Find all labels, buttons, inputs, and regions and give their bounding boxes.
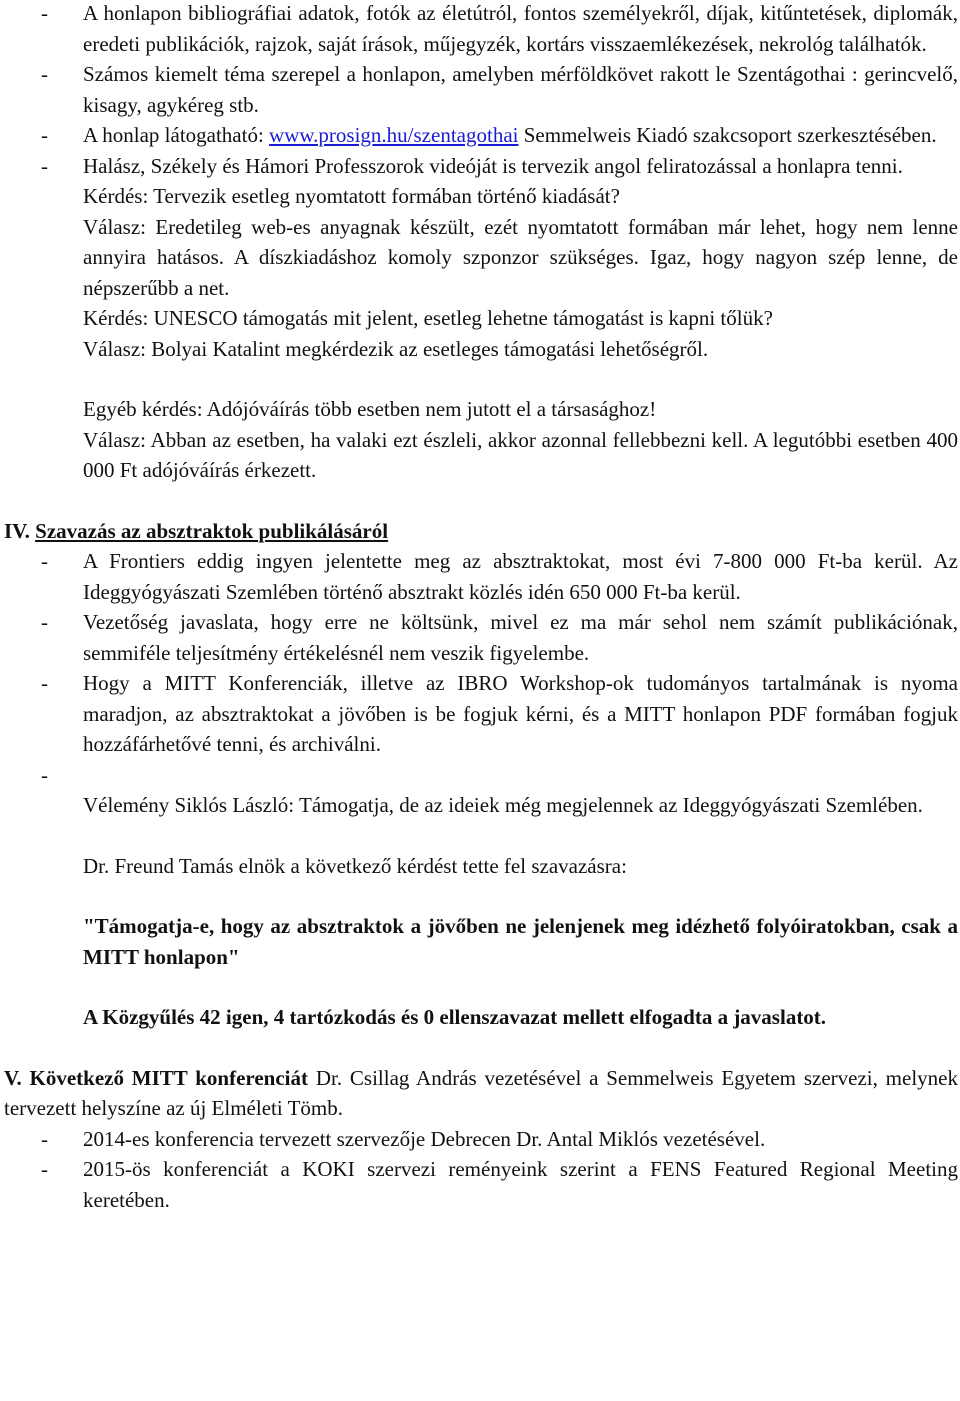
bullet-dash: - bbox=[41, 1126, 48, 1151]
list-item-2015-conference: - 2015-ös konferenciát a KOKI szervezi reményeink szerint a FENS Featured Regional Meeting keretében. bbox=[0, 1154, 960, 1215]
bullet-dash: - bbox=[41, 610, 48, 634]
list-item-topics: - Számos kiemelt téma szerepel a honlapon, amelyben mérföldkövet rakott le Szentágothai : gerincvelő, kisagy, agykéreg stb. bbox=[0, 59, 960, 120]
vote-result: A Közgyűlés 42 igen, 4 tartózkodás és 0 ellenszavazat mellett elfogadta a javaslatot. bbox=[83, 1005, 827, 1029]
chair-intro: Dr. Freund Tamás elnök a következő kérdést tette fel szavazásra: bbox=[83, 853, 627, 878]
website-link[interactable]: www.prosign.hu/szentagothai bbox=[269, 123, 519, 147]
bullet-dash: - bbox=[41, 549, 48, 573]
answer-print: Válasz: Eredetileg web-es anyagnak készült, ezét nyomtatott formában már lehet, hogy nem lenne annyira hatásos. A díszkiadáshoz komoly szponzor szükséges. Igaz, hogy nagyon szép lenne, de népszerűbb a net. bbox=[83, 214, 958, 300]
list-item-2014-conference: - 2014-es konferencia tervezett szervezője Debrecen Dr. Antal Miklós vezetésével. bbox=[0, 1124, 960, 1155]
vote-question: "Támogatja-e, hogy az absztraktok a jövőben ne jelenjenek meg idézhető folyóiratokban, csak a MITT honlapon" bbox=[83, 914, 958, 969]
section-heading-iv: IV. Szavazás az absztraktok publikálásáról bbox=[4, 518, 389, 543]
question-print: Kérdés: Tervezik esetleg nyomtatott formában történő kiadását? bbox=[83, 184, 620, 208]
bullet-dash: - bbox=[41, 671, 48, 695]
bullet-dash: - bbox=[41, 62, 48, 86]
list-item-empty bbox=[0, 760, 960, 791]
question-unesco: Kérdés: UNESCO támogatás mit jelent, esetleg lehetne támogatást is kapni tőlük? bbox=[83, 306, 773, 330]
bullet-dash: - bbox=[41, 1, 48, 25]
bullet-dash: - bbox=[41, 1157, 48, 1181]
section-heading-v: V. Következő MITT konferenciát bbox=[4, 1065, 309, 1090]
opinion-siklos: Vélemény Siklós László: Támogatja, de az ideiek még megjelennek az Ideggyógyászati Szemlében. bbox=[83, 793, 923, 817]
answer-unesco: Válasz: Bolyai Katalint megkérdezik az esetleges támogatási lehetőségről. bbox=[83, 336, 709, 361]
list-item-frontiers: - A Frontiers eddig ingyen jelentette meg az absztraktokat, most évi 7-800 000 Ft-ba kerül. Az Ideggyógyászati Szemlében történő absztrakt közlés idén 650 000 Ft-ba kerül. bbox=[0, 546, 960, 607]
bullet-dash: - bbox=[41, 153, 48, 178]
list-item-archiving: - Hogy a MITT Konferenciák, illetve az IBRO Workshop-ok tudományos tartalmának is nyoma maradjon, az absztraktokat a jövőben is be fogjuk kérni, és a MITT honlapon PDF formában fogjuk hozzáfárhetővé tenni, és archiválni. bbox=[0, 668, 960, 760]
answer-tax: Válasz: Abban az esetben, ha valaki ezt észleli, akkor azonnal fellebbezni kell. A legutóbbi esetben 400 000 Ft adójóváírás érkezett. bbox=[83, 427, 958, 482]
section-v-paragraph: V. Következő MITT konferenciát Dr. Csillag András vezetésével a Semmelweis Egyetem szervezi, melynek tervezett helyszíne az új Elméleti Tömb. bbox=[4, 1065, 958, 1120]
question-tax: Egyéb kérdés: Adójóváírás több esetben nem jutott el a társasághoz! bbox=[83, 397, 657, 421]
list-item-bibliography: - A honlapon bibliográfiai adatok, fotók az életútról, fontos személyekről, díjak, kitűntetések, diplomák, eredeti publikációk, rajzok, saját írások, műjegyzék, kortárs visszaemlékezések, nekrológ találhatók. bbox=[0, 0, 960, 59]
list-item-website: - A honlap látogatható: www.prosign.hu/szentagothai Semmelweis Kiadó szakcsoport szerkesztésében. bbox=[0, 120, 960, 151]
list-item-video: - Halász, Székely és Hámori Professzorok videóját is tervezik angol feliratozással a honlapra tenni. bbox=[0, 151, 960, 182]
bullet-dash: - bbox=[41, 123, 48, 147]
list-item-board-proposal: - Vezetőség javaslata, hogy erre ne költsünk, mivel ez ma már sehol nem számít publikációnak, semmiféle teljesítmény értékelésnél nem veszik figyelembe. bbox=[0, 607, 960, 668]
bullet-dash: - bbox=[41, 762, 48, 787]
